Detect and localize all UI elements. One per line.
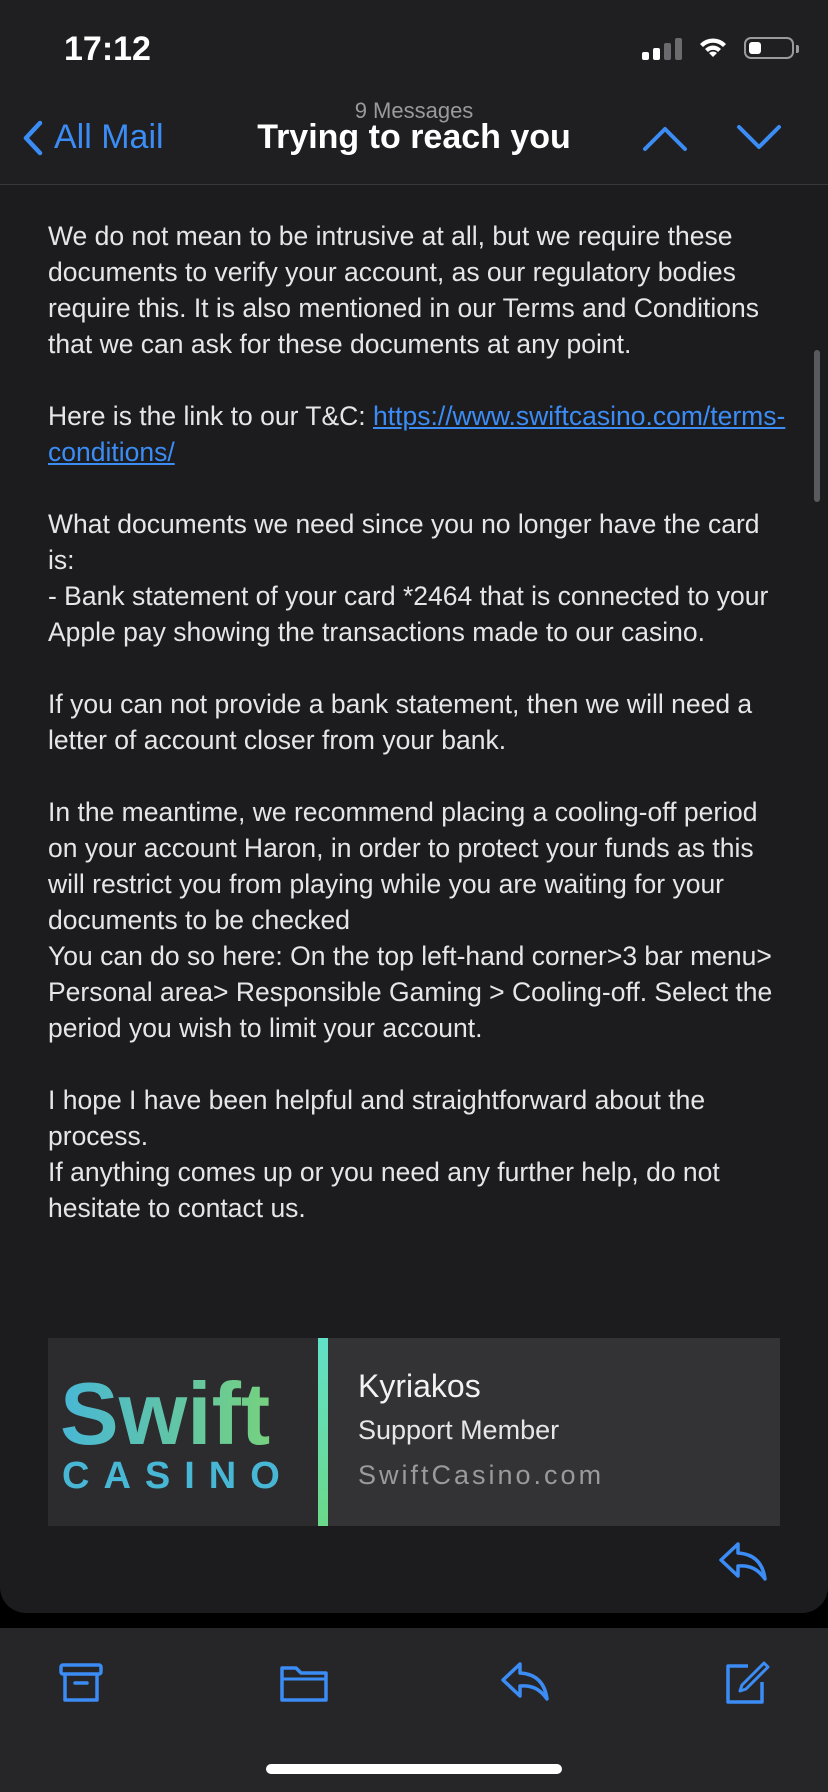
status-icons: [642, 36, 794, 60]
reply-icon: [718, 1540, 768, 1582]
home-indicator[interactable]: [266, 1764, 562, 1774]
signature-accent-bar: [318, 1338, 328, 1526]
email-paragraph: What documents we need since you no longer have the card is:: [48, 509, 760, 575]
bottom-toolbar: [0, 1628, 828, 1792]
email-paragraph: If you can not provide a bank statement, then we will need a letter of account closer from your bank.: [48, 689, 753, 755]
email-paragraph: In the meantime, we recommend placing a cooling-off period on your account Haron, in order to protect your funds as this will restrict you from playing while you are waiting for your documents to be checked: [48, 797, 758, 935]
email-paragraph: We do not mean to be intrusive at all, but we require these documents to verify your account, as our regulatory bodies require this. It is also mentioned in our Terms and Conditions that we can ask for these documents at any point.: [48, 221, 759, 359]
cellular-signal-icon: [642, 36, 682, 60]
compose-button[interactable]: [722, 1660, 770, 1711]
previous-message-button[interactable]: [642, 124, 688, 157]
swift-casino-logo: [48, 1338, 318, 1526]
email-paragraph: I hope I have been helpful and straightforward about the process.: [48, 1085, 706, 1151]
archive-button[interactable]: [58, 1660, 104, 1709]
status-time: 17:12: [64, 30, 151, 68]
email-paragraph: If anything comes up or you need any further help, do not hesitate to contact us.: [48, 1157, 720, 1223]
terms-link[interactable]: https://www.swiftcasino.com/terms-conditions/: [48, 401, 786, 467]
link-prefix: Here is the link to our T&C:: [48, 401, 374, 431]
wifi-icon: [698, 37, 728, 59]
signature-name: Kyriakos: [358, 1368, 481, 1404]
back-label: All Mail: [54, 118, 164, 156]
email-paragraph: You can do so here: On the top left-hand corner>3 bar menu> Personal area> Responsible Gaming > Cooling-off. Select the period you wish to limit your account.: [48, 941, 773, 1043]
scrollbar[interactable]: [814, 350, 820, 502]
signature-text: [328, 1338, 604, 1526]
message-count: 9 Messages: [354, 98, 474, 123]
move-to-folder-button[interactable]: [278, 1660, 330, 1709]
svg-text:Swift: Swift: [60, 1372, 271, 1463]
svg-text:CASINO: CASINO: [62, 1455, 294, 1492]
compose-icon: [722, 1660, 770, 1706]
archive-icon: [58, 1660, 104, 1704]
email-signature: [48, 1338, 780, 1526]
email-subject: Trying to reach you: [257, 118, 571, 156]
navigation-bar: [0, 0, 828, 185]
email-body: [48, 218, 788, 1262]
signature-role: Support Member: [358, 1415, 560, 1445]
chevron-up-icon: [642, 124, 688, 152]
battery-icon: [744, 37, 794, 59]
signature-website: SwiftCasino.com: [358, 1460, 605, 1490]
reply-toolbar-button[interactable]: [500, 1660, 550, 1707]
next-message-button[interactable]: [736, 124, 782, 157]
reply-button[interactable]: [718, 1540, 768, 1587]
folder-icon: [278, 1660, 330, 1704]
reply-icon: [500, 1660, 550, 1702]
email-paragraph: [48, 398, 788, 470]
email-paragraph: - Bank statement of your card *2464 that is connected to your Apple pay showing the transactions made to our casino.: [48, 581, 769, 647]
chevron-down-icon: [736, 124, 782, 152]
